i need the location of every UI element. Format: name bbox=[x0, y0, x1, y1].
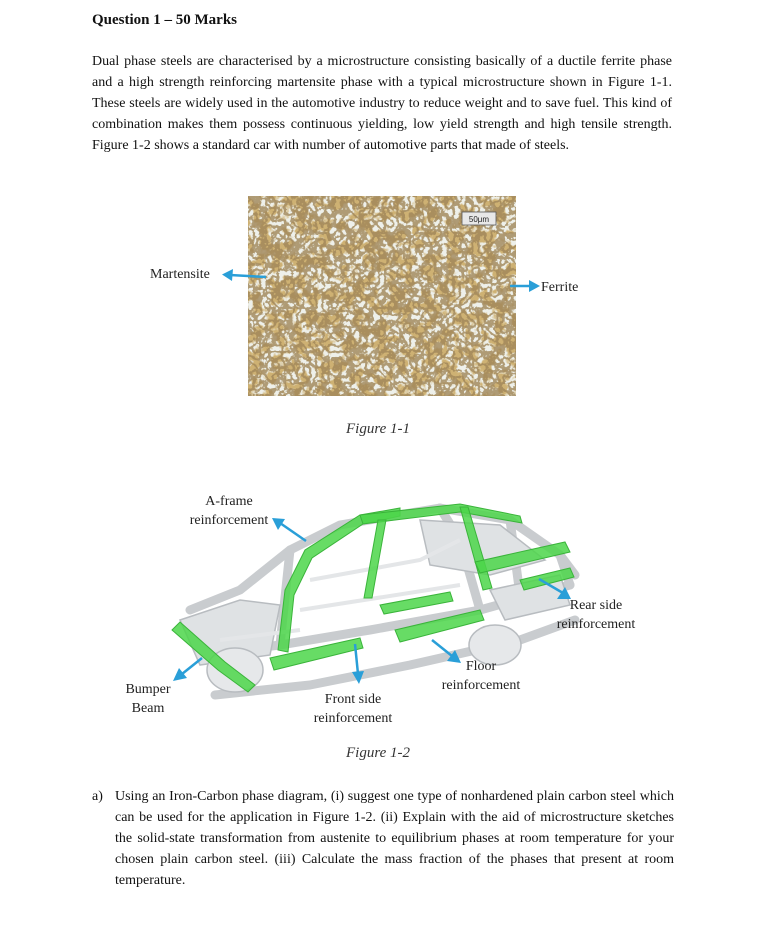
part-a-text: Using an Iron-Carbon phase diagram, (i) suggest one type of nonhardened plain carbon steel which can be used for the application in Figure 1-2. (ii) Explain with the aid of microstructure sketches the solid-state transformation from austenite to equilibrium phases at room temperature for your chosen plain carbon steel. (iii) Calculate the mass fraction of the phases that present at room temperature. bbox=[115, 789, 674, 888]
intro-paragraph: Dual phase steels are characterised by a microstructure consisting basically of a ductile ferrite phase and a high strength reinforcing martensite phase with a typical microstructure shown in Figure 1-1. These steels are widely used in the automotive industry to reduce weight and to save fuel. This kind of combination makes them possess continuous yielding, low yield strength and high tensile strength. Figure 1-2 shows a standard car with number of automotive parts that made of steels. bbox=[92, 54, 672, 153]
front-side-label-line1: Front side bbox=[324, 692, 382, 707]
floor-label-line2: reinforcement bbox=[441, 678, 521, 693]
ferrite-arrow-icon bbox=[508, 278, 542, 294]
part-a-letter: a) bbox=[92, 789, 103, 804]
figure-1-2-caption: Figure 1-2 bbox=[346, 745, 411, 761]
scale-bar-label: 50μm bbox=[468, 215, 490, 224]
bumper-label-line2: Beam bbox=[131, 701, 165, 716]
front-side-label bbox=[305, 690, 401, 728]
martensite-label: Martensite bbox=[150, 267, 210, 282]
a-frame-label-line2: reinforcement bbox=[189, 513, 269, 528]
rear-side-label-line1: Rear side bbox=[569, 598, 623, 613]
ferrite-label: Ferrite bbox=[541, 280, 579, 295]
rear-side-label-line2: reinforcement bbox=[556, 617, 636, 632]
question-heading: Question 1 – 50 Marks bbox=[92, 12, 238, 28]
martensite-arrow-icon bbox=[222, 265, 268, 285]
a-frame-label-line1: A-frame bbox=[205, 494, 253, 509]
a-frame-label bbox=[181, 492, 277, 530]
microstructure-image bbox=[248, 196, 516, 396]
front-side-arrow-icon bbox=[345, 640, 369, 686]
floor-label-line1: Floor bbox=[465, 659, 497, 674]
floor-label bbox=[433, 657, 529, 695]
rear-side-label bbox=[548, 596, 644, 634]
bumper-label-line1: Bumper bbox=[125, 682, 171, 697]
front-side-label-line2: reinforcement bbox=[313, 711, 393, 726]
part-a bbox=[92, 786, 674, 891]
bumper-label bbox=[112, 680, 184, 718]
figure-1-1-caption: Figure 1-1 bbox=[346, 421, 411, 437]
